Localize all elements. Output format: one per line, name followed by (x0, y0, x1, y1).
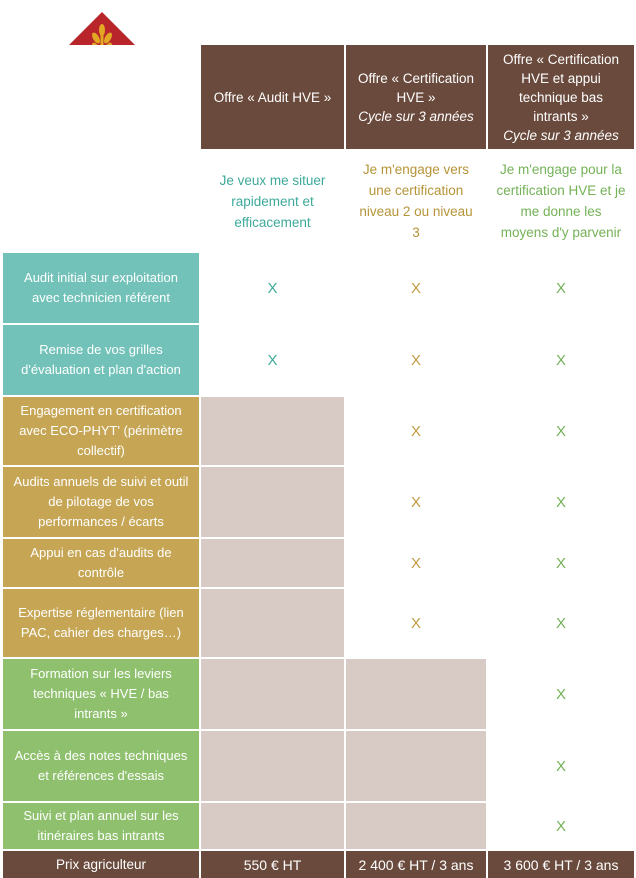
unavailable-cell (201, 589, 344, 657)
offer-header-certification (346, 45, 486, 149)
unavailable-cell (201, 803, 344, 849)
unavailable-cell (201, 397, 344, 465)
check-mark: X (346, 397, 486, 465)
offer-name: Offre « Certification HVE » (357, 70, 475, 105)
service-label-audits-annuels: Audits annuels de suivi et outil de pilotage de vos performances / écarts (3, 467, 199, 537)
service-label-engagement: Engagement en certification avec ECO-PHYT' (périmètre collectif) (3, 397, 199, 465)
unavailable-cell (346, 659, 486, 729)
check-mark: X (346, 253, 486, 323)
offer-name: Offre « Certification HVE et appui technique bas intrants » (502, 51, 620, 124)
service-label-expertise: Expertise réglementaire (lien PAC, cahier des charges…) (3, 589, 199, 657)
offer-tagline-certification-appui: Je m'engage pour la certification HVE et je me donne les moyens d'y parvenir (488, 151, 634, 251)
check-mark: X (488, 659, 634, 729)
price-certification-appui: 3 600 € HT / 3 ans (488, 851, 634, 878)
service-label-notes-techniques: Accès à des notes techniques et références d'essais (3, 731, 199, 801)
offer-tagline-certification: Je m'engage vers une certification niveau 2 ou niveau 3 (346, 151, 486, 251)
price-certification: 2 400 € HT / 3 ans (346, 851, 486, 878)
check-mark: X (346, 539, 486, 587)
check-mark: X (488, 539, 634, 587)
price-audit: 550 € HT (201, 851, 344, 878)
check-mark: X (346, 589, 486, 657)
check-mark: X (488, 397, 634, 465)
check-mark: X (488, 253, 634, 323)
check-mark: X (201, 253, 344, 323)
offer-header-audit (201, 45, 344, 149)
check-mark: X (488, 467, 634, 537)
offer-header-certification-appui (488, 45, 634, 149)
service-label-suivi-plan: Suivi et plan annuel sur les itinéraires bas intrants (3, 803, 199, 849)
service-label-appui-controle: Appui en cas d'audits de contrôle (3, 539, 199, 587)
check-mark: X (488, 803, 634, 849)
check-mark: X (201, 325, 344, 395)
check-mark: X (488, 731, 634, 801)
check-mark: X (346, 325, 486, 395)
service-label-formation: Formation sur les leviers techniques « HVE / bas intrants » (3, 659, 199, 729)
offer-name: Offre « Audit HVE » (213, 89, 332, 105)
price-label: Prix agriculteur (3, 851, 199, 878)
offer-tagline-audit: Je veux me situer rapidement et efficacement (201, 151, 344, 251)
offer-cycle: Cycle sur 3 années (503, 127, 619, 143)
unavailable-cell (346, 803, 486, 849)
check-mark: X (488, 325, 634, 395)
check-mark: X (488, 589, 634, 657)
unavailable-cell (201, 539, 344, 587)
service-label-audit-initial: Audit initial sur exploitation avec technicien référent (3, 253, 199, 323)
unavailable-cell (201, 467, 344, 537)
unavailable-cell (201, 659, 344, 729)
unavailable-cell (201, 731, 344, 801)
unavailable-cell (346, 731, 486, 801)
service-label-grilles: Remise de vos grilles d'évaluation et plan d'action (3, 325, 199, 395)
check-mark: X (346, 467, 486, 537)
offer-cycle: Cycle sur 3 années (358, 108, 474, 124)
